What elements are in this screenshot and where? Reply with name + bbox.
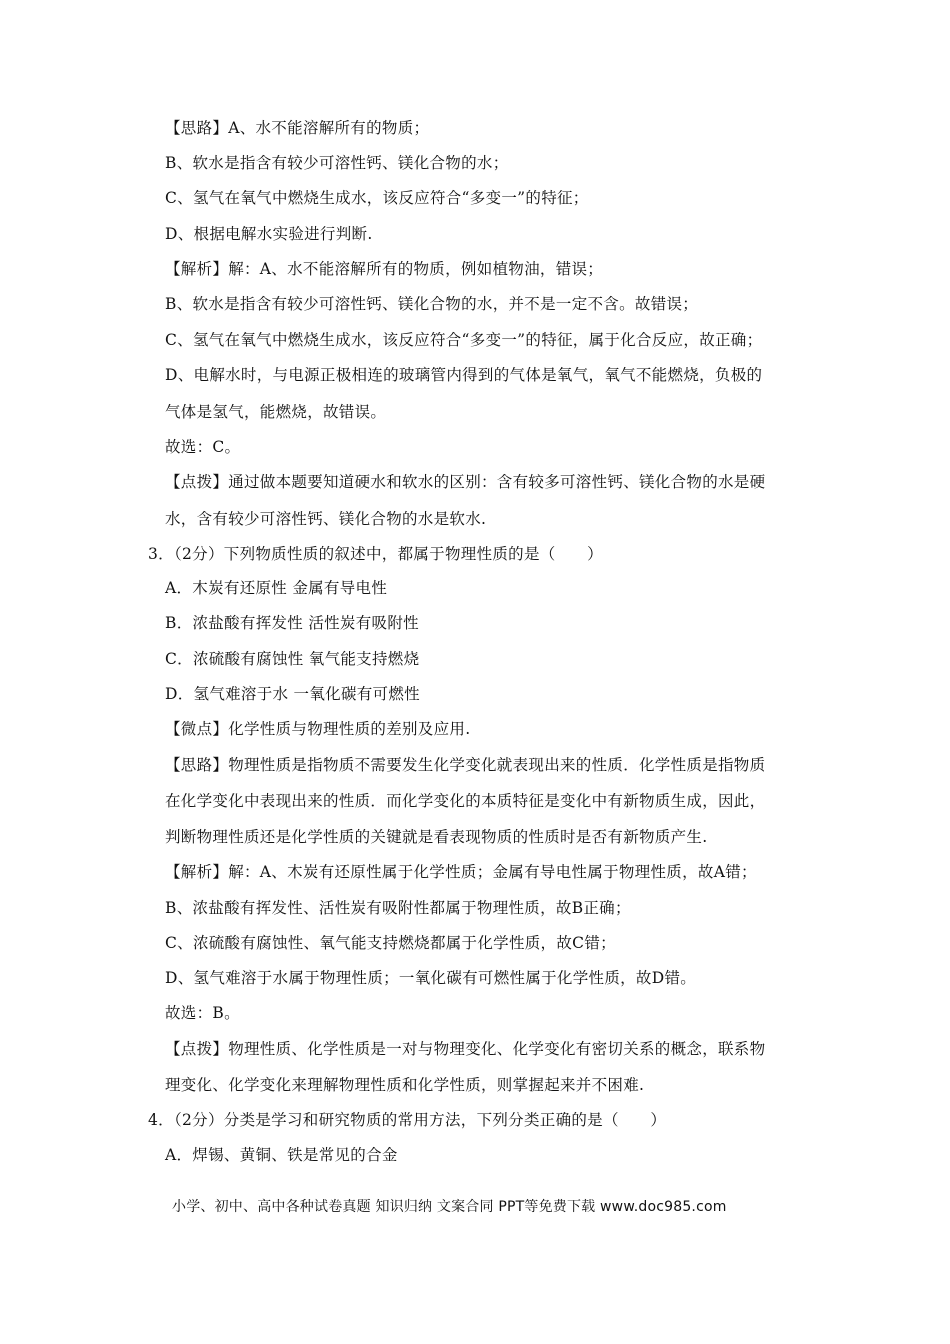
option-b: B．浓盐酸有挥发性 活性炭有吸附性 <box>165 614 419 632</box>
text-line: 判断物理性质还是化学性质的关键就是看表现物质的性质时是否有新物质产生. <box>165 828 708 846</box>
text-line: 【思路】A、水不能溶解所有的物质； <box>165 119 430 137</box>
text-line: B、软水是指含有较少可溶性钙、镁化合物的水，并不是一定不含。故错误； <box>165 295 699 313</box>
option-a: A．木炭有还原性 金属有导电性 <box>165 579 388 597</box>
text-line: C、氢气在氧气中燃烧生成水，该反应符合“多变一”的特征； <box>165 189 589 207</box>
text-line: 【解析】解：A、水不能溶解所有的物质，例如植物油，错误； <box>165 260 604 278</box>
text-line: C、氢气在氧气中燃烧生成水，该反应符合“多变一”的特征，属于化合反应，故正确； <box>165 331 763 349</box>
question-4-title: 4．（2分）分类是学习和研究物质的常用方法，下列分类正确的是（ ） <box>148 1111 667 1129</box>
text-line: 故选：C。 <box>165 438 241 456</box>
option-c: C．浓硫酸有腐蚀性 氧气能支持燃烧 <box>165 650 420 668</box>
text-line: 【点拨】通过做本题要知道硬水和软水的区别：含有较多可溶性钙、镁化合物的水是硬 <box>165 473 766 491</box>
text-line: B、软水是指含有较少可溶性钙、镁化合物的水； <box>165 154 509 172</box>
option-d: D．氢气难溶于水 一氧化碳有可燃性 <box>165 685 420 703</box>
question-3-title: 3．（2分）下列物质性质的叙述中，都属于物理性质的是（ ） <box>148 545 603 563</box>
text-line: 【点拨】物理性质、化学性质是一对与物理变化、化学变化有密切关系的概念，联系物 <box>165 1040 766 1058</box>
text-line: D、根据电解水实验进行判断. <box>165 225 373 243</box>
page-footer: 小学、初中、高中各种试卷真题 知识归纳 文案合同 PPT等免费下载 www.doc985.com <box>172 1199 727 1215</box>
text-line: 理变化、化学变化来理解物理性质和化学性质，则掌握起来并不困难. <box>165 1076 645 1094</box>
text-line: 气体是氢气，能燃烧，故错误。 <box>165 403 387 421</box>
text-line: 【微点】化学性质与物理性质的差别及应用. <box>165 720 471 738</box>
text-line: 故选：B。 <box>165 1004 240 1022</box>
text-line: D、电解水时，与电源正极相连的玻璃管内得到的气体是氧气，氧气不能燃烧，负极的 <box>165 366 763 384</box>
text-line: 【思路】物理性质是指物质不需要发生化学变化就表现出来的性质．化学性质是指物质 <box>165 756 766 774</box>
text-line: B、浓盐酸有挥发性、活性炭有吸附性都属于物理性质，故B正确； <box>165 899 631 917</box>
text-line: 水，含有较少可溶性钙、镁化合物的水是软水. <box>165 510 487 528</box>
text-line: D、氢气难溶于水属于物理性质；一氧化碳有可燃性属于化学性质，故D错。 <box>165 969 697 987</box>
option-a: A．焊锡、黄铜、铁是常见的合金 <box>165 1146 398 1164</box>
text-line: C、浓硫酸有腐蚀性、氧气能支持燃烧都属于化学性质，故C错； <box>165 934 616 952</box>
text-line: 在化学变化中表现出来的性质．而化学变化的本质特征是变化中有新物质生成，因此， <box>165 792 766 810</box>
text-line: 【解析】解：A、木炭有还原性属于化学性质；金属有导电性属于物理性质，故A错； <box>165 863 757 881</box>
